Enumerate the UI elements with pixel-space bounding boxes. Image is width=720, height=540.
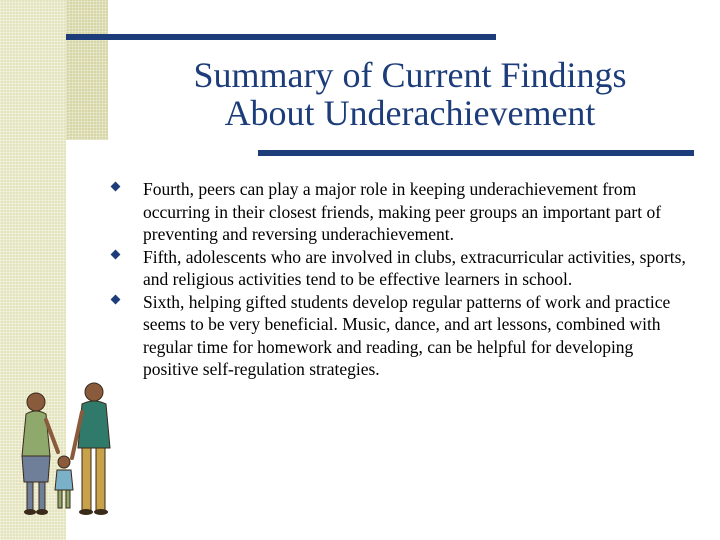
diamond-bullet-icon	[111, 294, 121, 304]
diamond-bullet-icon	[111, 182, 121, 192]
decorative-side-accent	[66, 0, 108, 140]
bullet-list	[108, 178, 688, 381]
title-rule-bottom	[258, 150, 694, 156]
slide-title-line-1: Summary of Current Findings	[193, 55, 627, 95]
slide-title-line-2: About Underachievement	[224, 93, 596, 133]
bullet-item	[108, 291, 688, 381]
bullet-text: Fifth, adolescents who are involved in clubs, extracurricular activities, sports, and religious activities tend to be effective learners in school.	[143, 246, 686, 289]
slide-title	[110, 56, 710, 132]
bullet-text: Fourth, peers can play a major role in keeping underachievement from occurring in their closest friends, making peer groups an important part of preventing and reversing underachievement.	[143, 179, 662, 244]
bullet-text: Sixth, helping gifted students develop regular patterns of work and practice seems to be very beneficial. Music, dance, and art lessons, combined with regular time for homework and reading, can be helpful for developing positive self-regulation strategies.	[143, 291, 671, 379]
title-rule-top	[66, 34, 496, 40]
diamond-bullet-icon	[111, 249, 121, 259]
bullet-item	[108, 178, 688, 246]
family-walking-clipart	[8, 378, 120, 518]
bullet-item	[108, 246, 688, 291]
